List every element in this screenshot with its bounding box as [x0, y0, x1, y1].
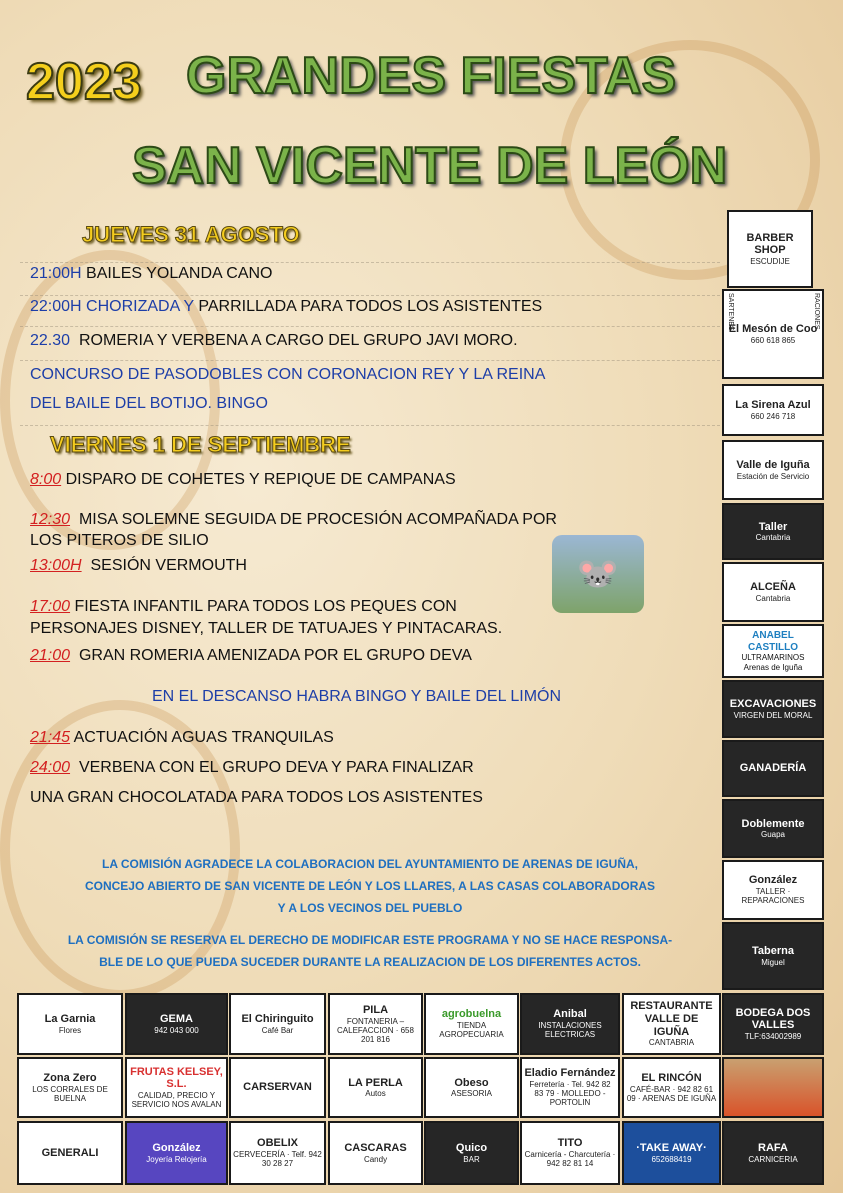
sponsor-ad: RESTAURANTE VALLE DE IGUÑA CANTABRIA — [622, 993, 721, 1055]
sponsor-ad: GEMA 942 043 000 — [125, 993, 228, 1055]
thanks-note: LA COMISIÓN AGRADECE LA COLABORACION DEL AYUNTAMIENTO DE ARENAS DE IGUÑA, CONCEJO ABIERTO DE SAN VICENTE DE LEÓN Y LOS LLARES, A LAS CASAS COLABORADORAS Y A LOS VECINOS DEL PUEBLO — [84, 857, 656, 915]
event-item-cont: LOS PITEROS DE SILIO — [30, 532, 209, 549]
sponsor-ad: EL RINCÓN CAFÉ-BAR · 942 82 61 09 · ARENAS DE IGUÑA — [622, 1057, 721, 1118]
sponsor-ad: EXCAVACIONES VIRGEN DEL MORAL — [722, 680, 824, 738]
sponsor-ad: La Garnia Flores — [17, 993, 123, 1055]
title-line-2: SAN VICENTE DE LEÓN — [132, 137, 728, 195]
event-item: CONCURSO DE PASODOBLES CON CORONACION REY Y LA REINA — [30, 366, 546, 383]
sponsor-ad: LA PERLA Autos — [328, 1057, 423, 1118]
sponsor-ad: El Mesón de Coo 660 618 865 SARTENES RACIONES — [722, 289, 824, 379]
sponsor-ad: TITO Carnicería - Charcutería · 942 82 81 14 — [520, 1121, 620, 1185]
sponsor-ad: Quico BAR — [424, 1121, 519, 1185]
sponsor-ad: González Joyería Relojería — [125, 1121, 228, 1185]
sponsor-ad — [722, 1057, 824, 1118]
event-item-cont: PERSONAJES DISNEY, TALLER DE TATUAJES Y PINTACARAS. — [30, 620, 503, 637]
sponsor-ad: FRUTAS KELSEY, S.L. CALIDAD, PRECIO Y SERVICIO NOS AVALAN — [125, 1057, 228, 1118]
sponsor-ad: ANABEL CASTILLO ULTRAMARINOS Arenas de Iguña — [722, 624, 824, 678]
event-item-cont: UNA GRAN CHOCOLATADA PARA TODOS LOS ASISTENTES — [30, 789, 483, 806]
disclaimer-note: LA COMISIÓN SE RESERVA EL DERECHO DE MODIFICAR ESTE PROGRAMA Y NO SE HACE RESPONSA- BLE DE LO QUE PUEDA SUCEDER DURANTE LA REALIZACION DE LOS DIFERENTES ACTOS. — [67, 933, 673, 969]
sponsor-ad: González TALLER · REPARACIONES — [722, 860, 824, 920]
title-line-1: GRANDES FIESTAS — [186, 47, 677, 105]
sponsor-ad: ·TAKE AWAY· 652688419 — [622, 1121, 721, 1185]
event-item: EN EL DESCANSO HABRA BINGO Y BAILE DEL LIMÓN — [152, 688, 562, 705]
event-item: 21:45 ACTUACIÓN AGUAS TRANQUILAS — [30, 729, 334, 746]
sponsor-ad: CARSERVAN — [229, 1057, 326, 1118]
sponsor-ad: La Sirena Azul 660 246 718 — [722, 384, 824, 436]
sponsor-ad: GANADERÍA — [722, 740, 824, 797]
disney-characters-photo: 🐭 — [552, 535, 644, 613]
sponsor-ad: GENERALI — [17, 1121, 123, 1185]
event-item: 8:00 DISPARO DE COHETES Y REPIQUE DE CAMPANAS — [30, 471, 456, 488]
sponsor-ad: Doblemente Guapa — [722, 799, 824, 858]
event-item: DEL BAILE DEL BOTIJO. BINGO — [30, 395, 268, 412]
sponsor-ad: RAFA CARNICERIA — [722, 1121, 824, 1185]
sponsor-ad: Eladio Fernández Ferretería · Tel. 942 82 83 79 · MOLLEDO - PORTOLIN — [520, 1057, 620, 1118]
sponsor-ad: ALCEÑA Cantabria — [722, 562, 824, 622]
event-item: 22.30 ROMERIA Y VERBENA A CARGO DEL GRUPO JAVI MORO. — [30, 332, 518, 349]
year-title: 2023 — [26, 53, 142, 111]
sponsor-ad: PILA FONTANERIA – CALEFACCION · 658 201 816 — [328, 993, 423, 1055]
sponsor-ad: BARBER SHOP ESCUDIJE — [727, 210, 813, 288]
event-item: 21:00 GRAN ROMERIA AMENIZADA POR EL GRUPO DEVA — [30, 647, 472, 664]
event-item: 13:00H SESIÓN VERMOUTH — [30, 557, 247, 574]
sponsor-ad: Obeso ASESORIA — [424, 1057, 519, 1118]
sponsor-ad: Taller Cantabria — [722, 503, 824, 560]
event-item: 24:00 VERBENA CON EL GRUPO DEVA Y PARA FINALIZAR — [30, 759, 474, 776]
sponsor-ad: Valle de Iguña Estación de Servicio — [722, 440, 824, 500]
sponsor-ad: El Chiringuito Café Bar — [229, 993, 326, 1055]
sponsor-ad: Anibal INSTALACIONES ELECTRICAS — [520, 993, 620, 1055]
day-heading-thursday: JUEVES 31 AGOSTO — [82, 222, 300, 247]
sponsor-ad: OBELIX CERVECERÍA · Telf. 942 30 28 27 — [229, 1121, 326, 1185]
sponsor-ad: agrobuelna TIENDA AGROPECUARIA — [424, 993, 519, 1055]
event-item: 17:00 FIESTA INFANTIL PARA TODOS LOS PEQUES CON — [30, 598, 457, 615]
event-item: 22:00H CHORIZADA Y PARRILLADA PARA TODOS LOS ASISTENTES — [30, 298, 543, 315]
sponsor-ad: BODEGA DOS VALLES TLF:634002989 — [722, 993, 824, 1055]
sponsor-ad: Taberna Miguel — [722, 922, 824, 990]
event-item: 21:00H BAILES YOLANDA CANO — [30, 265, 273, 282]
event-item: 12:30 MISA SOLEMNE SEGUIDA DE PROCESIÓN ACOMPAÑADA POR — [30, 511, 557, 528]
sponsor-ad: Zona Zero LOS CORRALES DE BUELNA — [17, 1057, 123, 1118]
day-heading-friday: VIERNES 1 DE SEPTIEMBRE — [50, 432, 351, 457]
sponsor-ad: CASCARAS Candy — [328, 1121, 423, 1185]
